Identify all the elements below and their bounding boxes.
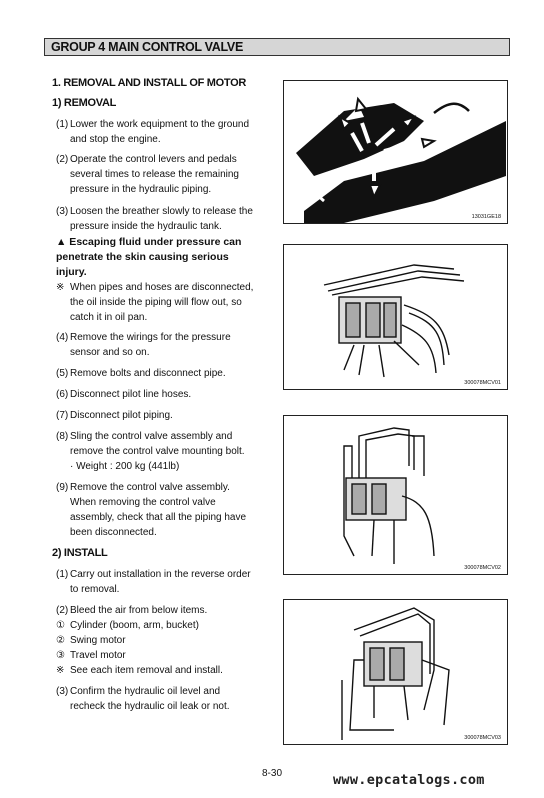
figure-control-valve-3: [283, 599, 508, 745]
step-text: Bleed the air from below items.: [70, 605, 208, 616]
item-text: Swing motor: [70, 635, 126, 646]
section-title: 1. REMOVAL AND INSTALL OF MOTOR: [52, 77, 247, 89]
step-number: (2): [56, 605, 69, 616]
item-text: Cylinder (boom, arm, bucket): [70, 620, 199, 631]
step-text: Loosen the breather slowly to release the pressure inside the hydraulic tank.: [70, 206, 253, 232]
step-text: Remove the control valve assembly. When removing the control valve assembly, check that all the piping have been disconnected.: [70, 482, 247, 538]
step-number: (9): [56, 482, 69, 493]
step-number: (4): [56, 332, 69, 343]
figure-control-valve-1: [283, 244, 508, 390]
note-symbol: ※: [56, 282, 65, 293]
step-text: Remove bolts and disconnect pipe.: [70, 368, 226, 379]
note-symbol: ※: [56, 665, 65, 676]
item-number: ③: [56, 650, 65, 661]
step-text: Carry out installation in the reverse order to removal.: [70, 569, 251, 595]
step-text: Remove the wirings for the pressure sensor and so on.: [70, 332, 231, 358]
step-number: (2): [56, 154, 69, 165]
warning-text: ▲ Escaping fluid under pressure can penetrate the skin causing serious injury.: [56, 236, 242, 278]
step-text: Lower the work equipment to the ground and stop the engine.: [70, 119, 249, 145]
control-valve-illustration-3: [284, 600, 507, 744]
item-number: ①: [56, 620, 65, 631]
figure-code: 300078MCV02: [464, 565, 501, 571]
step-number: (5): [56, 368, 69, 379]
figure-code: 300078MCV03: [464, 735, 501, 741]
weight-note: · Weight : 200 kg (441lb): [70, 461, 180, 472]
install-heading: 2) INSTALL: [52, 547, 108, 559]
watermark-text: www.epcatalogs.com: [333, 772, 485, 788]
step-text: Confirm the hydraulic oil level and recheck the hydraulic oil leak or not.: [70, 686, 230, 712]
note-text: When pipes and hoses are disconnected, the oil inside the piping will flow out, so catch it in oil pan.: [70, 282, 254, 323]
step-number: (3): [56, 686, 69, 697]
step-number: (6): [56, 389, 69, 400]
figure-code: 13031GE18: [471, 214, 501, 220]
note-text: See each item removal and install.: [70, 665, 223, 676]
step-text: Disconnect pilot piping.: [70, 410, 173, 421]
page-number: 8-30: [262, 768, 283, 779]
pressure-warning-illustration: [284, 81, 507, 223]
item-text: Travel motor: [70, 650, 126, 661]
figure-code: 300078MCV01: [464, 380, 501, 386]
figure-pressure-warning: [283, 80, 508, 224]
step-number: (3): [56, 206, 69, 217]
step-number: (7): [56, 410, 69, 421]
item-number: ②: [56, 635, 65, 646]
step-number: (8): [56, 431, 69, 442]
page-header: GROUP 4 MAIN CONTROL VALVE: [44, 38, 510, 56]
removal-heading: 1) REMOVAL: [52, 97, 117, 109]
control-valve-illustration-2: [284, 416, 507, 574]
step-text: Sling the control valve assembly and remove the control valve mounting bolt.: [70, 431, 245, 457]
step-text: Disconnect pilot line hoses.: [70, 389, 192, 400]
step-number: (1): [56, 569, 69, 580]
figure-control-valve-2: [283, 415, 508, 575]
step-number: (1): [56, 119, 69, 130]
step-text: Operate the control levers and pedals several times to release the remaining pressure in the hydraulic piping.: [70, 154, 239, 195]
control-valve-illustration-1: [284, 245, 507, 389]
